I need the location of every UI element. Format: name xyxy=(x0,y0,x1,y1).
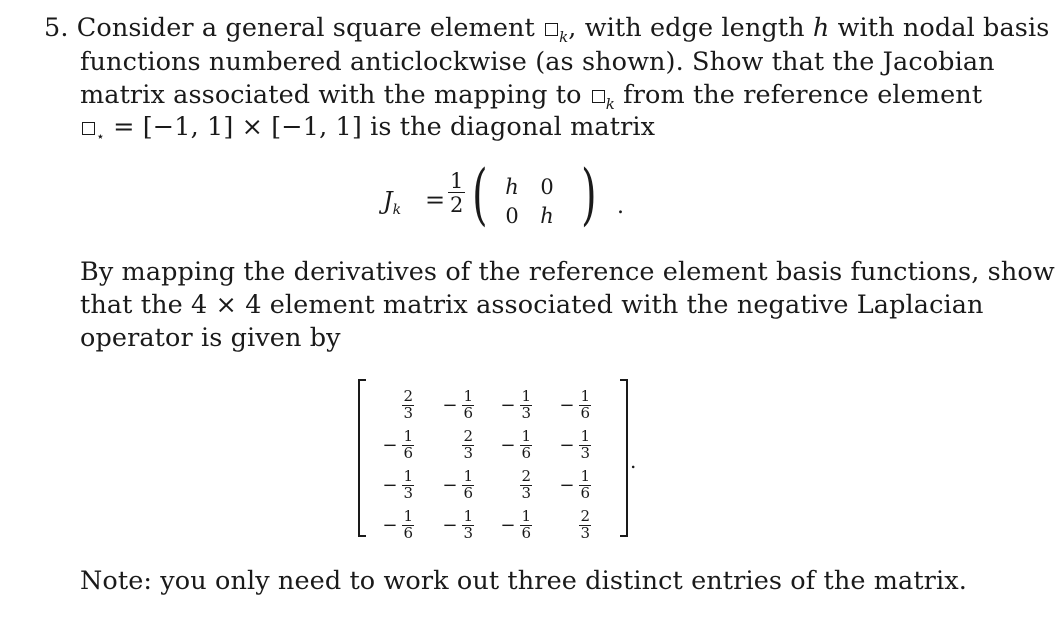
matrix-entry: − $\frac{1}{6}$ xyxy=(442,386,473,422)
matrix-entry: − $\frac{1}{6}$ xyxy=(559,386,590,422)
matrix-entry: − $\frac{1}{3}$ xyxy=(559,426,590,462)
problem-number: 5. xyxy=(44,13,69,43)
jacobian-symbol: $J_k$ xyxy=(383,187,402,218)
matrix-entry: − $\frac{1}{3}$ xyxy=(442,506,473,542)
jacobian-entry: h xyxy=(540,204,554,228)
problem-line-2: functions numbered anticlockwise (as shown). Show that the Jacobian xyxy=(80,47,995,77)
para2-line-2: that the 4 × 4 element matrix associated with the negative Laplacian xyxy=(80,290,984,320)
matrix-entry: − $\frac{1}{6}$ xyxy=(559,466,590,502)
matrix-entry: − $\frac{1}{3}$ xyxy=(382,466,413,502)
reference-square-symbol xyxy=(82,122,95,135)
element-matrix: $\frac{2}{3}$ − $\frac{1}{6}$ − $\frac{1}{3}$ − $\frac{1}{6}$ − $\frac{1}{6}$ $\frac{2}{3}$ − $\frac{1}{6}$ − $\frac{1}{3}$ − $\frac{1}{3}$ − $\frac{1}{6}$ $\frac{2}{3}$ − $\frac{1}{6}$ − $\frac{1}{6}$ − $\frac{1}{3}$ − $\frac{1}{6}$ $\frac{2}{3}$ . xyxy=(358,375,648,545)
right-bracket xyxy=(620,379,628,537)
matrix-entry: − $\frac{1}{6}$ xyxy=(500,426,531,462)
para2-line-3: operator is given by xyxy=(80,323,341,353)
matrix-entry: − $\frac{1}{6}$ xyxy=(382,426,413,462)
square-element-symbol xyxy=(592,90,605,103)
left-paren: ( xyxy=(472,156,488,233)
jacobian-entry: 0 xyxy=(505,204,519,228)
matrix-entry: $\frac{2}{3}$ xyxy=(403,386,413,422)
jacobian-entry: h xyxy=(505,175,519,199)
problem-line-3: matrix associated with the mapping to $_k$ from the reference element xyxy=(80,80,983,113)
jacobian-equation: $J_k$ = $\frac{1}{2}$ ( h 0 0 h ) . xyxy=(383,156,624,233)
para2-line-1: By mapping the derivatives of the reference element basis functions, show xyxy=(80,257,1055,287)
matrix-entry: − $\frac{1}{6}$ xyxy=(500,506,531,542)
matrix-entry: $\frac{2}{3}$ xyxy=(521,466,531,502)
jacobian-coefficient: $\frac{1}{2}$ xyxy=(450,169,464,218)
note: Note: you only need to work out three distinct entries of the matrix. xyxy=(80,566,967,596)
right-paren: ) xyxy=(581,156,597,233)
problem-line-4: $_⋆$ = [−1, 1] × [−1, 1] is the diagonal matrix xyxy=(80,111,655,148)
jacobian-entry: 0 xyxy=(540,175,554,199)
problem-line-1: 5. Consider a general square element $_k$, with edge length h with nodal basis xyxy=(44,13,1050,46)
square-element-symbol xyxy=(545,23,558,36)
matrix-entry: − $\frac{1}{3}$ xyxy=(500,386,531,422)
matrix-entry: $\frac{2}{3}$ xyxy=(580,506,590,542)
matrix-entry: − $\frac{1}{6}$ xyxy=(442,466,473,502)
matrix-entry: − $\frac{1}{6}$ xyxy=(382,506,413,542)
left-bracket xyxy=(358,379,366,537)
matrix-entry: $\frac{2}{3}$ xyxy=(463,426,473,462)
